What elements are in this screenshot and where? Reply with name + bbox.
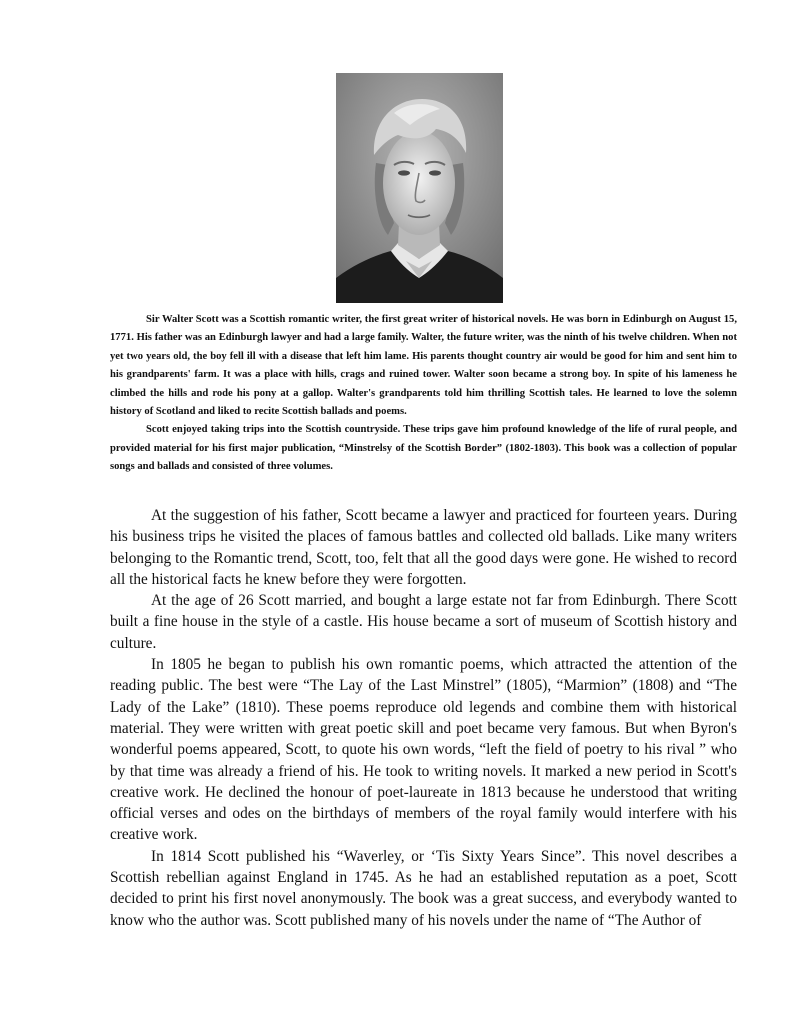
intro-section [110, 311, 737, 477]
body-paragraph: In 1805 he began to publish his own romantic poems, which attracted the attention of the reading public. The best were “The Lay of the Last Minstrel” (1805), “Marmion” (1808) and “The Lady of the Lake” (1810). These poems reproduce old legends and combine them with historical material. They were written with great poetic skill and poet became very famous. But when Byron's wonderful poems appeared, Scott, to quote his own words, “left the field of poetry to his rival ” who by that time was already a friend of his. He took to writing novels. It marked a new period in Scott's creative work. He declined the honour of poet-laureate in 1813 because he understood that writing official verses and odes on the birthdays of members of the royal family would interfere with his creative work. [110, 656, 737, 844]
body-paragraph: In 1814 Scott published his “Waverley, or ‘Tis Sixty Years Since”. This novel describes a Scottish rebellian against England in 1745. As he had an established reputation as a poet, Scott decided to print his first novel anonymously. The book was a great success, and everybody wanted to know who the author was. Scott published many of his novels under the name of “The Author of [110, 847, 737, 929]
intro-paragraph: Sir Walter Scott was a Scottish romantic writer, the first great writer of historical novels. He was born in Edinburgh on August 15, 1771. His father was an Edinburgh lawyer and had a large family. Walter, the future writer, was the ninth of his twelve children. When not yet two years old, the boy fell ill with a disease that left him lame. His parents thought country air would be good for him and sent him to his grandparents' farm. It was a place with hills, crags and ruined tower. Walter soon became a strong boy. In spite of his lameness he climbed the hills and rode his pony at a gallop. Walter's grandparents told him thrilling Scottish tales. He learned to love the solemn history of Scotland and liked to recite Scottish ballads and poems. [110, 314, 737, 418]
portrait-engraving-icon [336, 73, 503, 303]
intro-paragraph: Scott enjoyed taking trips into the Scottish countryside. These trips gave him profound knowledge of the life of rural people, and provided material for his first major publication, “Minstrelsy of the Scottish Border” (1802-1803). This book was a collection of popular songs and ballads and consisted of three volumes. [110, 424, 737, 473]
author-portrait [336, 73, 503, 303]
body-paragraph: At the suggestion of his father, Scott became a lawyer and practiced for fourteen years. During his business trips he visited the places of famous battles and collected old ballads. Like many writers belonging to the Romantic trend, Scott, too, felt that all the good days were gone. He wished to record all the historical facts he knew before they were forgotten. [110, 507, 737, 588]
body-paragraph: At the age of 26 Scott married, and bought a large estate not far from Edinburgh. There Scott built a fine house in the style of a castle. His house became a sort of museum of Scottish history and culture. [110, 592, 737, 652]
biography-body [110, 505, 737, 931]
